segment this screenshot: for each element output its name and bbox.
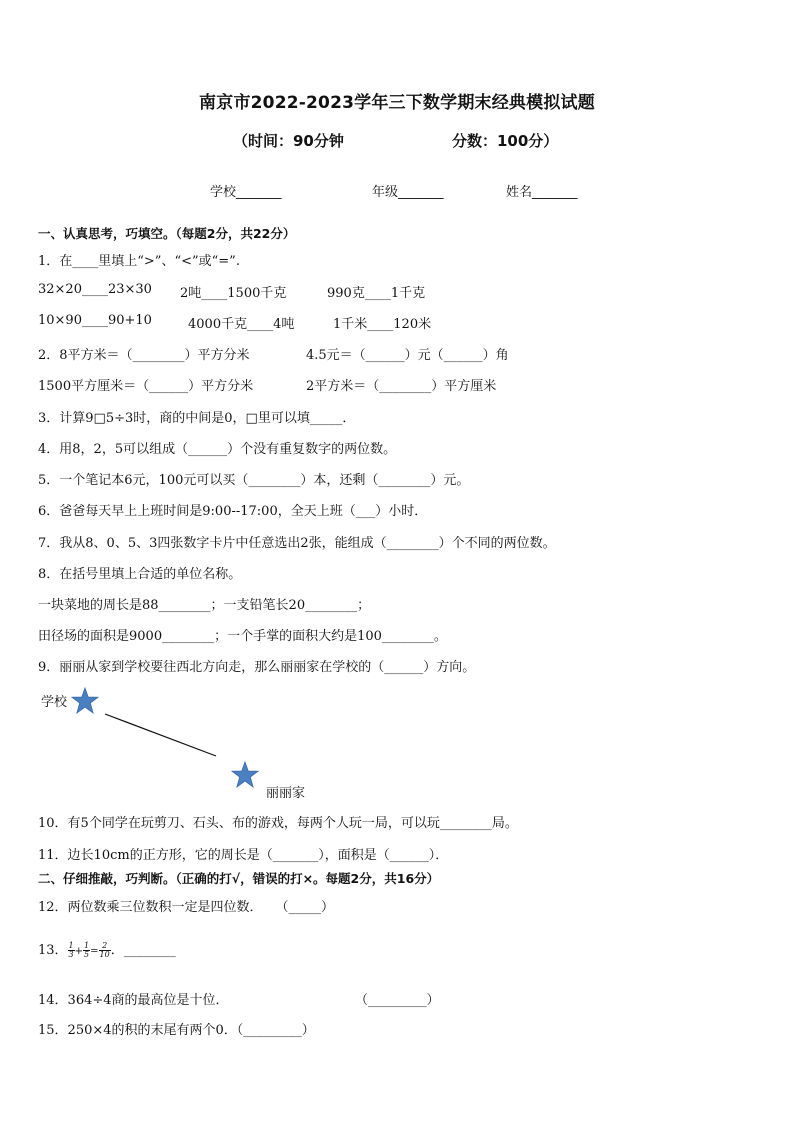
fraction: $\frac{1}{5}$ (84, 941, 90, 959)
question-4: 4．用8，2，5可以组成（______）个没有重复数字的两位数。 (38, 442, 397, 457)
question-3: 3．计算9□5÷3时，商的中间是0，□里可以填_____． (38, 411, 356, 426)
school-label: 学校 (41, 695, 68, 710)
question-7: 7．我从8、0、5、3四张数字卡片中任意选出2张，能组成（________）个不同的两位数。 (38, 536, 556, 551)
question-13: 13． $\frac{1}{3}$ + $\frac{1}{5}$ = $\frac{2}{10}$ ．________ (38, 941, 176, 959)
question-2-part: 2．8平方米＝（________）平方分米 (38, 348, 250, 363)
q1-item: 2吨____1500千克 (180, 286, 287, 301)
question-8-line: 一块菜地的周长是88________；一支铅笔长20________； (38, 598, 371, 613)
exam-time: （时间：90分钟 (233, 132, 344, 150)
question-1-stem: 1．在____里填上“>”、“<”或“=”. (38, 254, 240, 269)
q1-item: 32×20____23×30 (38, 282, 152, 297)
home-star-icon (231, 761, 259, 789)
fraction: $\frac{1}{3}$ (68, 941, 74, 959)
section-2-heading: 二、仔细推敲，巧判断。（正确的打√，错误的打×。每题2分，共16分） (38, 871, 440, 886)
q1-item: 4000千克____4吨 (188, 317, 295, 332)
home-label: 丽丽家 (266, 786, 306, 801)
page-title: 南京市2022-2023学年三下数学期末经典模拟试题 (199, 93, 595, 113)
question-15: 15．250×4的积的末尾有两个0．（_________） (38, 1023, 315, 1038)
question-12: 12．两位数乘三位数积一定是四位数． （_____） (38, 900, 335, 915)
question-9-stem: 9．丽丽从家到学校要往西北方向走，那么丽丽家在学校的（______）方向。 (38, 660, 476, 675)
fraction: $\frac{2}{10}$ (99, 941, 110, 959)
q1-item: 1千米____120米 (333, 317, 432, 332)
question-8-stem: 8．在括号里填上合适的单位名称。 (38, 567, 242, 582)
question-14: 14．364÷4商的最高位是十位． (38, 993, 229, 1008)
q13-blank: ．________ (110, 943, 176, 958)
question-5: 5．一个笔记本6元，100元可以买（________）本，还剩（________）元。 (38, 473, 470, 488)
question-10: 10．有5个同学在玩剪刀、石头、布的游戏，每两个人玩一局，可以玩________局。 (38, 816, 518, 831)
grade-field: 年级_______ (372, 185, 444, 200)
question-11: 11．边长10cm的正方形，它的周长是（_______），面积是（______）． (38, 848, 449, 863)
question-2-part: 2平方米＝（________）平方厘米 (306, 379, 497, 394)
question-14-blank: （_________） (355, 993, 440, 1008)
question-8-line: 田径场的面积是9000________；一个手掌的面积大约是100________。 (38, 629, 447, 644)
question-2-part: 4.5元＝（______）元（______）角 (306, 348, 509, 363)
q13-prefix: 13． (38, 943, 68, 958)
q1-item: 990克____1千克 (327, 286, 426, 301)
question-6: 6．爸爸每天早上上班时间是9:00--17:00，全天上班（___）小时． (38, 504, 428, 519)
section-1-heading: 一、认真思考，巧填空。（每题2分，共22分） (38, 226, 296, 241)
question-2-part: 1500平方厘米＝（______）平方分米 (38, 379, 254, 394)
exam-score: 分数：100分） (452, 132, 559, 150)
q1-item: 10×90____90+10 (38, 313, 152, 328)
school-field: 学校_______ (210, 185, 282, 200)
name-field: 姓名_______ (506, 185, 578, 200)
